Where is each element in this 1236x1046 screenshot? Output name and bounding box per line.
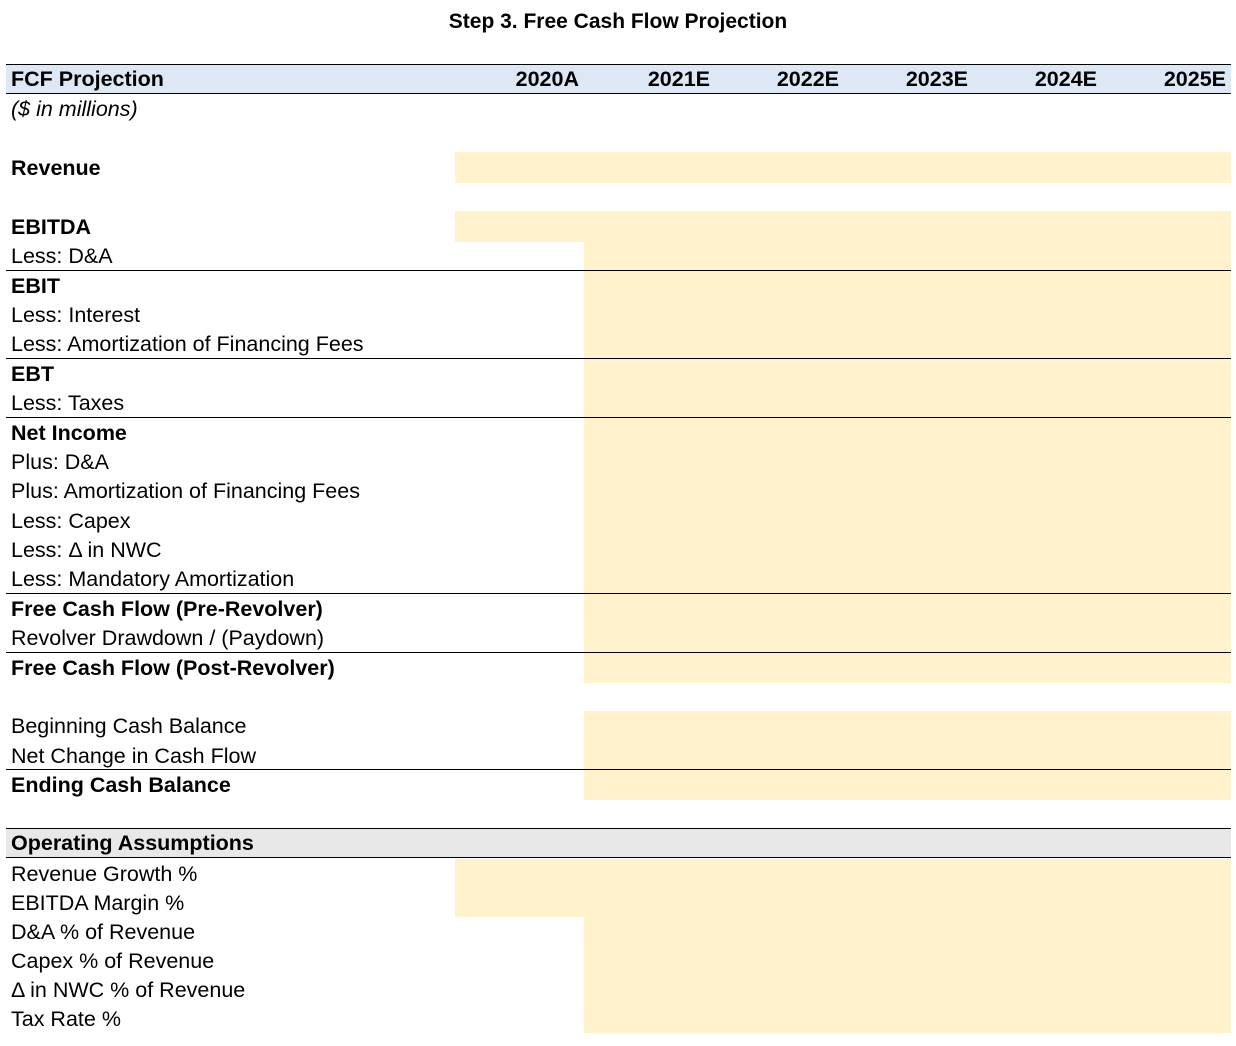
- row-beginning-cash: Beginning Cash Balance: [11, 714, 247, 738]
- row-net-income: Net Income: [11, 421, 127, 445]
- row-da-pct: D&A % of Revenue: [11, 920, 196, 944]
- operating-assumptions-header: [6, 828, 1231, 858]
- ebitda-input-cells[interactable]: [455, 211, 1231, 242]
- year-header-2024e: 2024E: [1034, 67, 1097, 91]
- assumption-input-cells[interactable]: [584, 917, 1231, 1033]
- growth-margin-input-cells[interactable]: [455, 859, 1231, 917]
- year-header-2025e: 2025E: [1163, 67, 1226, 91]
- row-net-change-cash: Net Change in Cash Flow: [11, 744, 256, 768]
- row-less-nwc: Less: Δ in NWC: [11, 538, 162, 562]
- row-less-amort-fees: Less: Amortization of Financing Fees: [11, 332, 364, 356]
- cash-balance-input-cells[interactable]: [584, 711, 1231, 800]
- row-revenue-growth: Revenue Growth %: [11, 862, 198, 886]
- year-header-2023e: 2023E: [905, 67, 968, 91]
- row-plus-amort-fees: Plus: Amortization of Financing Fees: [11, 479, 360, 503]
- row-fcf-post-revolver: Free Cash Flow (Post-Revolver): [11, 656, 335, 680]
- row-ebit: EBIT: [11, 274, 60, 298]
- row-less-mandatory-amortization: Less: Mandatory Amortization: [11, 567, 295, 591]
- subtotal-rule: [6, 358, 1231, 359]
- row-ebt: EBT: [11, 362, 54, 386]
- row-fcf-pre-revolver: Free Cash Flow (Pre-Revolver): [11, 597, 323, 621]
- fcf-projection-header-label: FCF Projection: [11, 67, 164, 91]
- row-revenue: Revenue: [11, 156, 101, 180]
- page-title: Step 3. Free Cash Flow Projection: [448, 10, 788, 33]
- operating-assumptions-header-label: Operating Assumptions: [11, 831, 254, 855]
- row-capex-pct: Capex % of Revenue: [11, 949, 215, 973]
- row-ebitda: EBITDA: [11, 215, 92, 239]
- row-nwc-pct: Δ in NWC % of Revenue: [11, 978, 246, 1002]
- row-plus-da: Plus: D&A: [11, 450, 109, 474]
- fcf-projection-header: [6, 64, 1231, 94]
- projection-input-cells[interactable]: [584, 242, 1231, 683]
- subtotal-rule: [6, 769, 1231, 770]
- year-header-2020a: 2020A: [515, 67, 579, 91]
- row-less-da: Less: D&A: [11, 244, 113, 268]
- row-less-capex: Less: Capex: [11, 509, 131, 533]
- row-revolver: Revolver Drawdown / (Paydown): [11, 626, 325, 650]
- row-ending-cash: Ending Cash Balance: [11, 773, 231, 797]
- row-less-interest: Less: Interest: [11, 303, 141, 327]
- subtotal-rule: [6, 652, 1231, 653]
- revenue-input-cells[interactable]: [455, 152, 1231, 183]
- subtotal-rule: [6, 593, 1231, 594]
- subtotal-rule: [6, 417, 1231, 418]
- units-note: ($ in millions): [11, 97, 138, 121]
- row-less-taxes: Less: Taxes: [11, 391, 125, 415]
- subtotal-rule: [6, 270, 1231, 271]
- year-header-2022e: 2022E: [776, 67, 839, 91]
- row-ebitda-margin: EBITDA Margin %: [11, 891, 185, 915]
- year-header-2021e: 2021E: [647, 67, 710, 91]
- row-tax-rate: Tax Rate %: [11, 1007, 121, 1031]
